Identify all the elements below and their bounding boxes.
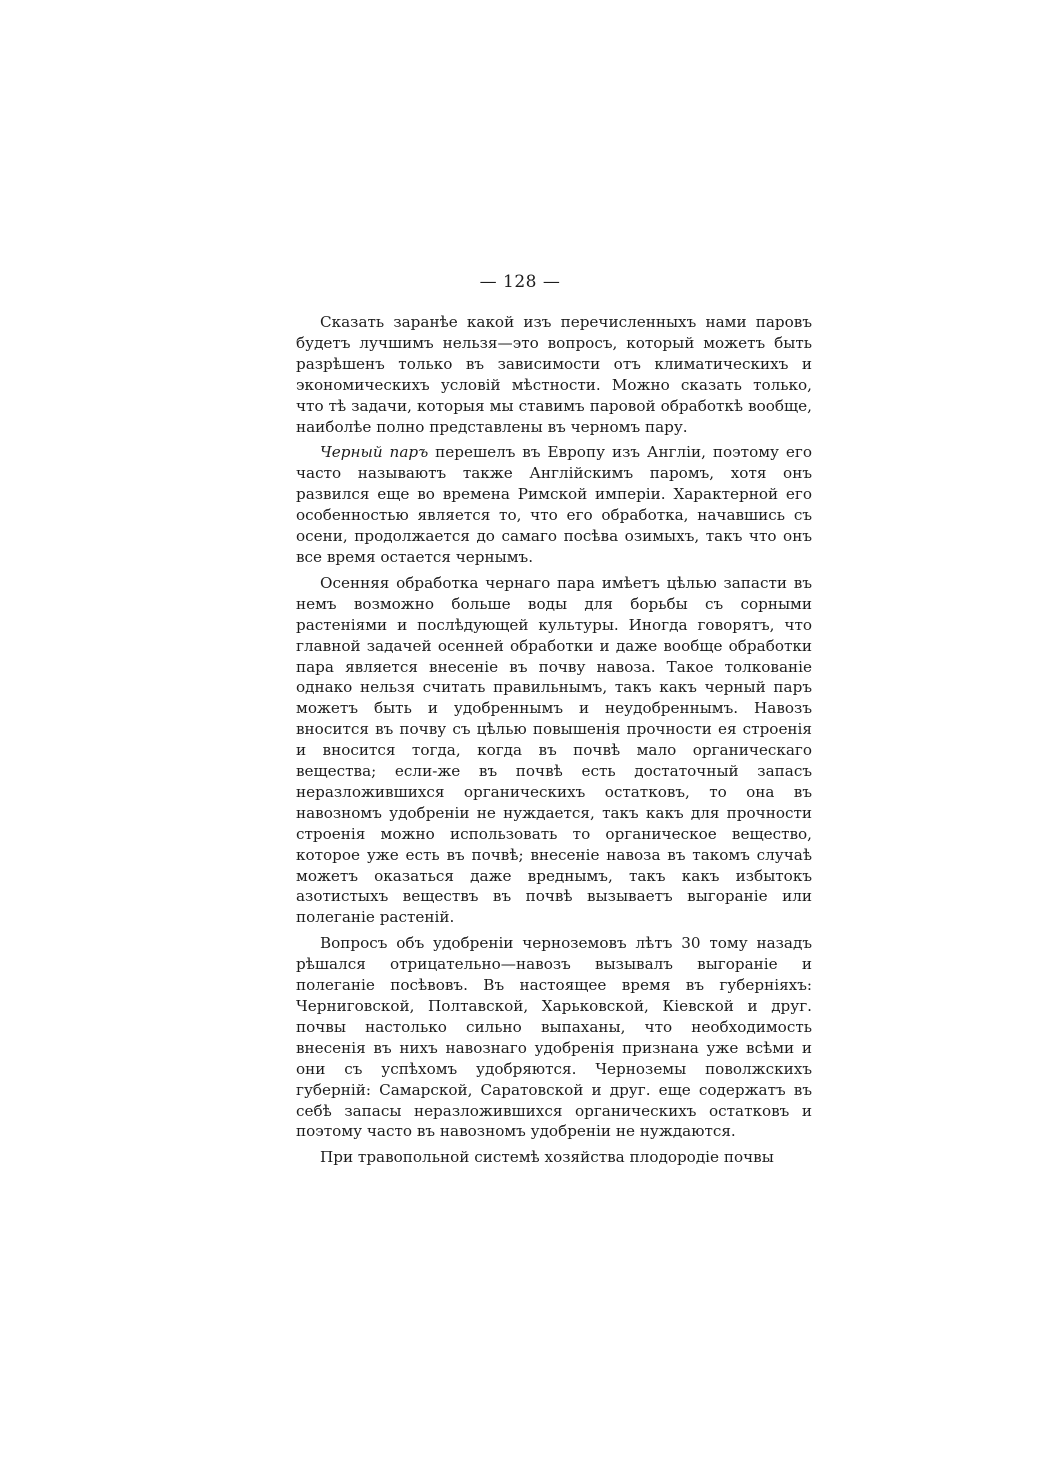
paragraph-2-body: перешелъ въ Европу изъ Англіи, поэтому его часто называютъ также Англійскимъ паромъ, хотя онъ развился еще во времена Римской имперіи. Характерной его особенностью является то, что его обработка, начавшись съ осени, продолжается до самаго посѣва озимыхъ, такъ что онъ все время остается чернымъ.: [296, 443, 812, 566]
body-text: [296, 312, 812, 1168]
paragraph-3: Осенняя обработка чернаго пара имѣетъ цѣлью запасти въ немъ возможно больше воды для борьбы съ сорными растеніями и послѣдующей культуры. Иногда говорятъ, что главной задачей осенней обработки и даже вообще обработки пара является внесеніе въ почву навоза. Такое толкованіе однако нельзя считать правильнымъ, такъ какъ черный паръ можетъ быть и удобреннымъ и неудобреннымъ. Навозъ вносится въ почву съ цѣлью повышенія прочности ея строенія и вносится тогда, когда въ почвѣ мало органическаго вещества; если-же въ почвѣ есть достаточный запасъ неразложившихся органическихъ остатковъ, то она въ навозномъ удобреніи не нуждается, такъ какъ для прочности строенія можно использовать то органическое вещество, которое уже есть въ почвѣ; внесеніе навоза въ такомъ случаѣ можетъ оказаться даже вреднымъ, такъ какъ избытокъ азотистыхъ веществъ въ почвѣ вызываетъ выгораніе или полеганіе растеній.: [296, 573, 812, 927]
paragraph-5: При травопольной системѣ хозяйства плодородіе почвы: [320, 1148, 774, 1167]
paragraph-2: [296, 442, 812, 567]
paragraph-1: Сказать заранѣе какой изъ перечисленныхъ нами паровъ будетъ лучшимъ нельзя—это вопросъ, который можетъ быть разрѣшенъ только въ зависимости отъ климатическихъ и экономическихъ условій мѣстности. Можно сказать только, что тѣ задачи, которыя мы ставимъ паровой обработкѣ вообще, наиболѣе полно представлены въ черномъ пару.: [296, 313, 812, 436]
page-number: — 128 —: [479, 272, 561, 292]
paragraph-2-emphasis: Черный паръ: [320, 443, 429, 462]
paragraph-4: Вопросъ объ удобреніи черноземовъ лѣтъ 30 тому назадъ рѣшался отрицательно—навозъ вызывалъ выгораніе и полеганіе посѣвовъ. Въ настоящее время въ губерніяхъ: Черниговской, Полтавской, Харьковской, Кіевской и друг. почвы настолько сильно выпаханы, что необходимость внесенія въ нихъ навознаго удобренія признана уже всѣми и они съ успѣхомъ удобряются. Черноземы поволжскихъ губерній: Самарской, Саратовской и друг. еще содержатъ въ себѣ запасы неразложившихся органическихъ остатковъ и поэтому часто въ навозномъ удобреніи не нуждаются.: [296, 934, 812, 1141]
